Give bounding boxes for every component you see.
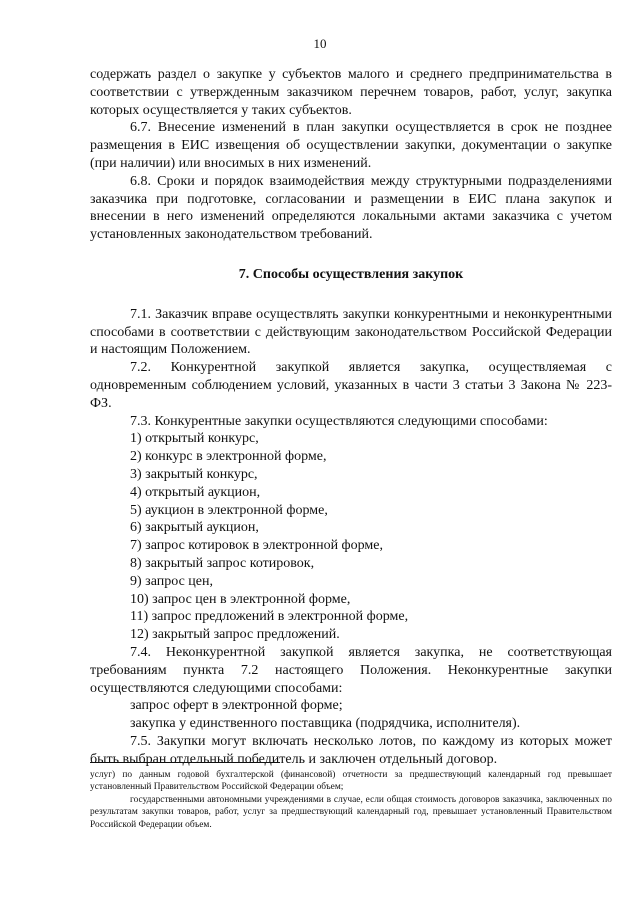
- paragraph-7-1: 7.1. Заказчик вправе осуществлять закупки конкурентными и неконкурентными способами в соответствии с действующим законодательством Российской Федерации и настоящим Положением.: [90, 306, 612, 358]
- list-item: 6) закрытый аукцион,: [130, 520, 259, 536]
- footnote-text: государственными автономными учреждениями в случае, если общая стоимость договоров заказчика, заключенных по результатам закупки товаров, работ, услуг за предшествующий календарный год, превышает установленный Правительством Российской Федерации объем.: [90, 794, 612, 830]
- list-item: 12) закрытый запрос предложений.: [130, 627, 340, 643]
- list-item: запрос оферт в электронной форме;: [130, 698, 343, 714]
- paragraph-6-8: 6.8. Сроки и порядок взаимодействия между структурными подразделениями заказчика при подготовке, согласовании и размещении в ЕИС плана закупок и внесении в него изменений определяются локальными актами заказчика с учетом установленных законодательством требований.: [90, 173, 612, 243]
- list-item: 4) открытый аукцион,: [130, 484, 261, 500]
- list-item: закупка у единственного поставщика (подрядчика, исполнителя).: [130, 716, 521, 732]
- document-body: [90, 66, 612, 768]
- paragraph-continuation: содержать раздел о закупке у субъектов малого и среднего предпринимательства в соответствии с утвержденным заказчиком перечнем товаров, работ, услуг, закупка которых осуществляется у таких субъектов.: [90, 67, 612, 118]
- list-item: 9) запрос цен,: [130, 573, 213, 589]
- paragraph-7-5: 7.5. Закупки могут включать несколько лотов, по каждому из которых может быть выбран отдельный победитель и заключен отдельный договор.: [90, 733, 612, 767]
- list-item: 2) конкурс в электронной форме,: [130, 449, 327, 465]
- list-item: 8) закрытый запрос котировок,: [130, 555, 315, 571]
- list-item: 10) запрос цен в электронной форме,: [130, 591, 351, 607]
- page-number: 10: [313, 36, 327, 51]
- footnotes: [90, 769, 612, 831]
- list-item: 5) аукцион в электронной форме,: [130, 502, 328, 518]
- paragraph-6-7: 6.7. Внесение изменений в план закупки осуществляется в срок не позднее размещения в ЕИС извещения об осуществлении закупки, документации о закупке (при наличии) или вносимых в них изменений.: [90, 120, 612, 171]
- paragraph-7-3: 7.3. Конкурентные закупки осуществляются следующими способами:: [130, 413, 548, 429]
- footnote-divider: [90, 762, 280, 763]
- section-heading: 7. Способы осуществления закупок: [238, 266, 464, 282]
- list-item: 11) запрос предложений в электронной форме,: [130, 609, 409, 625]
- footnote-text: услуг) по данным годовой бухгалтерской (финансовой) отчетности за предшествующий календарный год превышает установленный Правительством Российской Федерации объем;: [90, 770, 612, 793]
- paragraph-7-4: 7.4. Неконкурентной закупкой является закупка, не соответствующая требованиям пункта 7.2 настоящего Положения. Неконкурентные закупки осуществляются следующими способами:: [90, 644, 612, 696]
- paragraph-7-2: 7.2. Конкурентной закупкой является закупка, осуществляемая с одновременным соблюдением условий, указанных в части 3 статьи 3 Закона № 223-ФЗ.: [90, 360, 612, 411]
- list-item: 1) открытый конкурс,: [130, 431, 259, 447]
- list-item: 3) закрытый конкурс,: [130, 466, 258, 482]
- list-item: 7) запрос котировок в электронной форме,: [130, 538, 383, 554]
